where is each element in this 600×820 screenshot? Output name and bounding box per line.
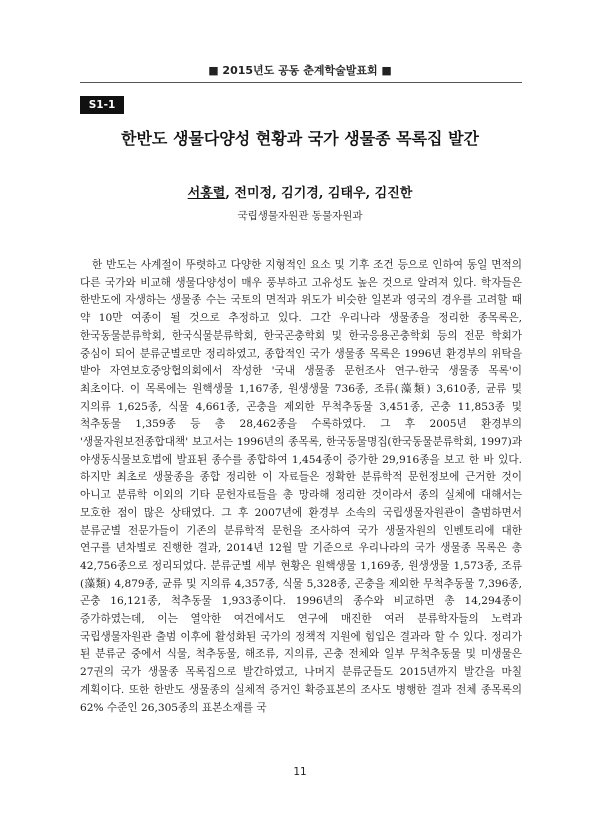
section-badge: S1-1: [80, 96, 124, 114]
author-name-presenter: 서홍렬: [187, 186, 226, 201]
running-header: ■ 2015년도 공동 춘계학술발표회 ■: [208, 64, 392, 77]
author-separator: ,: [365, 186, 375, 201]
author-separator: ,: [225, 186, 235, 201]
affiliation: 국립생물자원관 동물자원과: [237, 210, 363, 222]
author-separator: ,: [272, 186, 282, 201]
abstract-body: 한 반도는 사계절이 뚜렷하고 다양한 지형적인 요소 및 기후 조건 등으로 인하여 동일 면적의 다른 국가와 비교해 생물다양성이 매우 풍부하고 고유성도 높은 것으로 알려져 있다. 학자들은 한반도에 자생하는 생물종 수는 국토의 면적과 위도가 비슷한 일본과 영국의 경우를 고려할 때 약 10만 여종이 될 것으로 추정하고 있다. 그간 우리나라 생물종을 정리한 종목록은, 한국동물분류학회, 한국식물분류학회, 한국곤충학회 및 한국응용곤충학회 등의 전문 학회가 중심이 되어 분류군별로만 정리하였고, 종합적인 국가 생물종 목록은 1996년 환경부의 위탁을 받아 자연보호중앙협의회에서 작성한 '국내 생물종 문헌조사 연구-한국 생물종 목록'이 최초이다. 이 목록에는 원핵생물 1,167종, 원생생물 736종, 조류(藻類) 3,610종, 균류 및 지의류 1,625종, 식물 4,661종, 곤충을 제외한 무척추동물 3,451종, 곤충 11,853종 및 척추동물 1,359종 등 총 28,462종을 수록하였다. 그 후 2005년 환경부의 '생물자원보전종합대책' 보고서는 1996년의 종목록, 한국동물명집(한국동물분류학회, 1997)과 야생동식물보호법에 발표된 종수를 종합하여 1,454종이 증가한 29,916종을 보고 한 바 있다. 하지만 최초로 생물종을 종합 정리한 이 자료들은 정확한 분류학적 문헌정보에 근거한 것이 아니고 분류학 이외의 기타 문헌자료들을 총 망라해 정리한 것이라서 종의 실체에 대해서는 모호한 점이 많은 상태였다. 그 후 2007년에 환경부 소속의 국립생물자원관이 출범하면서 분류군별 전문가들이 기존의 분류학적 문헌을 조사하여 국가 생물자원의 인벤토리에 대한 연구를 년차별로 진행한 결과, 2014년 12월 말 기준으로 우리나라의 국가 생물종 목록은 총 42,756종으로 정리되었다. 분류군별 세부 현황은 원핵생물 1,169종, 원생생물 1,573종, 조류(藻類) 4,879종, 균류 및 지의류 4,357종, 식물 5,328종, 곤충을 제외한 무척추동물 7,396종, 곤충 16,121종, 척추동물 1,933종이다. 1996년의 종수와 비교하면 총 14,294종이 증가하였는데, 이는 열악한 여건에서도 연구에 매진한 여러 분류학자들의 노력과 국립생물자원관 출범 이후에 활성화된 국가의 정책적 지원에 힘입은 결과라 할 수 있다. 정리가 된 분류군 중에서 식물, 척추동물, 해조류, 지의류, 곤충 전체와 일부 무척추동물 및 미생물은 27권의 국가 생물종 목록집으로 발간하였고, 나머지 분류군들도 2015년까지 발간을 마칠 계획이다. 또한 한반도 생물종의 실체적 증거인 확증표본의 조사도 병행한 결과 전체 종목록의 62% 수준인 26,305종의 표본소재를 국: [80, 259, 522, 714]
author-name: 전미정: [234, 186, 273, 201]
page-number: 11: [293, 766, 307, 778]
paper-title: 한반도 생물다양성 현황과 국가 생물종 목록집 발간: [121, 129, 479, 148]
author-name: 김진한: [374, 186, 413, 201]
author-name: 김태우: [327, 186, 366, 201]
author-list: [60, 185, 540, 203]
author-separator: ,: [318, 186, 328, 201]
header-divider: [80, 82, 522, 83]
author-name: 김기경: [281, 186, 319, 201]
